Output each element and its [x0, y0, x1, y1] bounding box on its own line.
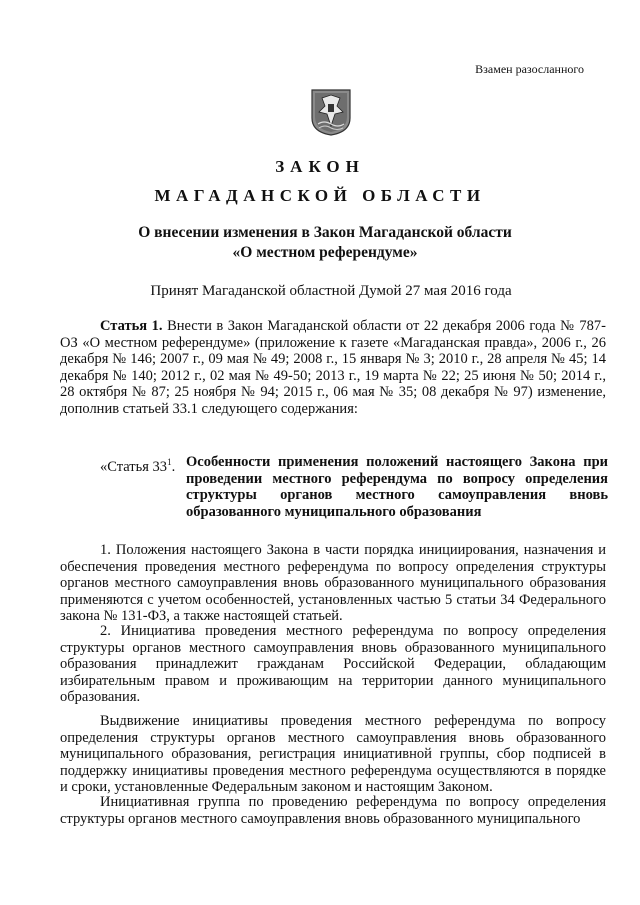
paragraph-2: 2. Инициатива проведения местного референдума по вопросу определения структуры органов местного самоуправления вновь образованного муниципального образования принадлежит гражданам Российской Федерации, обладающим избирательным правом и проживающим на территории данного муниципального образования. [60, 623, 606, 706]
paragraph-3: Выдвижение инициативы проведения местного референдума по вопросу определения структуры органов местного самоуправления вновь образованного муниципального образования, регистрация инициативной группы, сбор подписей в поддержку инициативы проведения местного референдума осуществляются в порядке и сроки, установленные Федеральным законом и настоящим Законом. [60, 713, 606, 796]
article-33-1-heading [100, 454, 608, 520]
region-title: МАГАДАНСКОЙ ОБЛАСТИ [154, 186, 486, 205]
article-33-1-label [100, 454, 186, 475]
article-1-text: Внести в Закон Магаданской области от 22 декабря 2006 года № 787-ОЗ «О местном референдуме» (приложение к газете «Магаданская правда», 2006 г., 26 декабря № 146; 2007 г., 09 мая № 49; 2008 г., 15 января № 3; 2010 г., 28 апреля № 45; 14 декабря № 140; 2012 г., 02 мая № 49-50; 2013 г., 19 марта № 22; 25 июня № 50; 2014 г., 28 октября № 87; 25 ноября № 94; 2015 г., 06 мая № 35; 08 декабря № 97) изменение, дополнив статьей 33.1 следующего содержания: [60, 318, 607, 417]
document-type-title: ЗАКОН [275, 157, 365, 176]
adoption-line: Принят Магаданской областной Думой 27 мая 2016 года [150, 283, 512, 299]
article-33-1-label-sup: 1 [167, 457, 172, 467]
paragraph-4: Инициативная группа по проведению референдума по вопросу определения структуры органов местного самоуправления вновь образованного муниципального [60, 794, 606, 827]
law-heading-line-1: О внесении изменения в Закон Магаданской области [138, 224, 512, 241]
article-1-label: Статья 1. [100, 318, 163, 334]
article-33-1-title: Особенности применения положений настоящего Закона при проведении местного референдума по вопросу определения структуры органов местного самоуправления вновь образованного муниципального образования [186, 454, 608, 520]
article-1 [60, 318, 606, 418]
law-heading-line-2: «О местном референдуме» [232, 244, 418, 261]
paragraph-1: 1. Положения настоящего Закона в части порядка инициирования, назначения и обеспечения проведения местного референдума по вопросу определения структуры органов местного самоуправления вновь образованного муниципального образования применяются с учетом особенностей, установленных частью 5 статьи 34 Федерального закона № 131-ФЗ, а также настоящей статьей. [60, 542, 606, 625]
law-heading [80, 223, 570, 263]
coat-of-arms-emblem [310, 88, 352, 136]
replacement-note: Взамен разосланного [475, 62, 584, 76]
article-33-1-label-suffix: . [171, 458, 176, 475]
article-33-1-label-prefix: «Статья 33 [100, 458, 168, 475]
